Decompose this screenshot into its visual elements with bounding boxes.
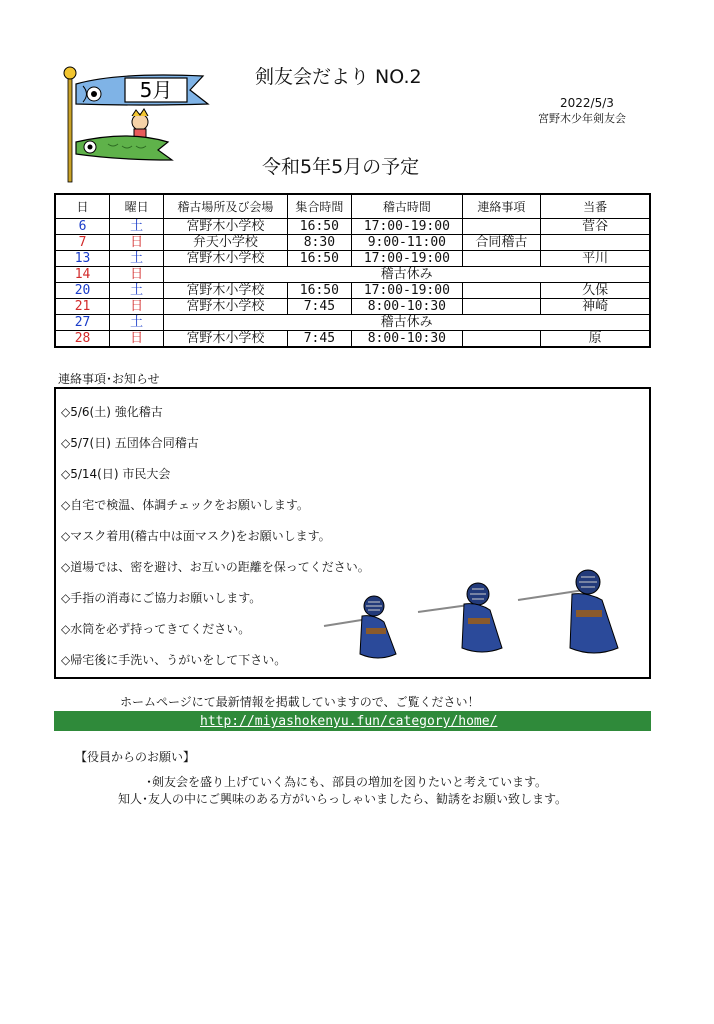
col-header-practice-time: 稽古時間 (352, 194, 463, 219)
schedule-row (55, 251, 650, 267)
cell-weekday: 日 (110, 299, 164, 315)
cell-rest: 稽古休み (164, 267, 650, 283)
schedule-row (55, 331, 650, 348)
cell-place: 宮野木小学校 (164, 331, 287, 348)
cell-weekday: 土 (110, 251, 164, 267)
notice-item: ◇マスク着用(稽古中は面マスク)をお願いします。 (61, 529, 331, 543)
cell-practice-time: 17:00-19:00 (352, 251, 463, 267)
notice-item: ◇自宅で検温、体調チェックをお願いします。 (61, 498, 309, 512)
notice-item: ◇道場では、密を避け、お互いの距離を保ってください。 (61, 560, 370, 574)
kendo-fighter-1-icon (324, 596, 396, 658)
cell-duty: 久保 (541, 283, 650, 299)
col-header-weekday: 曜日 (110, 194, 164, 219)
cell-date: 28 (55, 331, 110, 348)
schedule-row (55, 219, 650, 235)
cell-date: 7 (55, 235, 110, 251)
cell-notes: 合同稽古 (462, 235, 541, 251)
cell-notes (462, 299, 541, 315)
cell-rest: 稽古休み (164, 315, 650, 331)
homepage-notice: ホームページにて最新情報を掲載していますので、ご覧ください！ (120, 695, 480, 709)
cell-place: 宮野木小学校 (164, 283, 287, 299)
kendo-fighter-2-icon (418, 583, 502, 652)
cell-date: 13 (55, 251, 110, 267)
cell-date: 21 (55, 299, 110, 315)
cell-gather-time: 7:45 (287, 331, 351, 348)
cell-date: 27 (55, 315, 110, 331)
cell-gather-time: 16:50 (287, 283, 351, 299)
schedule-row (55, 267, 650, 283)
kendo-fighter-3-icon (518, 570, 618, 653)
cell-practice-time: 17:00-19:00 (352, 283, 463, 299)
cell-gather-time: 7:45 (287, 299, 351, 315)
schedule-row (55, 283, 650, 299)
col-header-duty: 当番 (541, 194, 650, 219)
cell-weekday: 土 (110, 219, 164, 235)
col-header-date: 日 (55, 194, 110, 219)
cell-duty: 神崎 (541, 299, 650, 315)
notice-item: ◇帰宅後に手洗い、うがいをして下さい。 (61, 653, 287, 667)
cell-gather-time: 16:50 (287, 219, 351, 235)
notices-heading: 連絡事項･お知らせ (58, 372, 160, 386)
cell-duty: 原 (541, 331, 650, 348)
col-header-gather-time: 集合時間 (287, 194, 351, 219)
cell-notes (462, 219, 541, 235)
cell-practice-time: 8:00-10:30 (352, 331, 463, 348)
banner-text: 5月 (139, 78, 173, 102)
cell-duty: 平川 (541, 251, 650, 267)
organization-name: 宮野木少年剣友会 (538, 112, 626, 125)
cell-practice-time: 17:00-19:00 (352, 219, 463, 235)
schedule-row (55, 235, 650, 251)
kendo-fighters-illustration (322, 568, 642, 668)
newsletter-title: 剣友会だより NO.2 (255, 66, 422, 88)
schedule-row (55, 299, 650, 315)
schedule-title: 令和5年5月の予定 (262, 156, 420, 178)
notice-item: ◇5/14(日) 市民大会 (61, 467, 171, 481)
issue-date: 2022/5/3 (560, 96, 614, 110)
notice-item: ◇5/6(土) 強化稽古 (61, 405, 163, 419)
cell-weekday: 土 (110, 283, 164, 299)
homepage-link[interactable]: http://miyashokenyu.fun/category/home/ (200, 714, 498, 729)
cell-place: 宮野木小学校 (164, 299, 287, 315)
cell-duty: 菅谷 (541, 219, 650, 235)
notice-item: ◇手指の消毒にご協力お願いします。 (61, 591, 262, 605)
cell-notes (462, 283, 541, 299)
cell-duty (541, 235, 650, 251)
cell-place: 弁天小学校 (164, 235, 287, 251)
cell-notes (462, 251, 541, 267)
cell-gather-time: 8:30 (287, 235, 351, 251)
cell-weekday: 日 (110, 267, 164, 283)
request-heading: 【役員からのお願い】 (75, 750, 196, 764)
schedule-row (55, 315, 650, 331)
cell-date: 20 (55, 283, 110, 299)
request-line-1: ･剣友会を盛り上げていく為にも、部員の増加を図りたいと考えています。 (146, 775, 548, 789)
request-line-2: 知人･友人の中にご興味のある方がいらっしゃいましたら、勧誘をお願い致します。 (118, 792, 568, 806)
cell-practice-time: 8:00-10:30 (352, 299, 463, 315)
cell-place: 宮野木小学校 (164, 251, 287, 267)
col-header-notes: 連絡事項 (462, 194, 541, 219)
cell-date: 6 (55, 219, 110, 235)
col-header-place: 稽古場所及び会場 (164, 194, 287, 219)
cell-weekday: 土 (110, 315, 164, 331)
cell-practice-time: 9:00-11:00 (352, 235, 463, 251)
koinobori-logo (58, 64, 218, 184)
schedule-table (54, 193, 651, 348)
cell-weekday: 日 (110, 331, 164, 348)
cell-notes (462, 331, 541, 348)
notice-item: ◇水筒を必ず持ってきてください。 (61, 622, 251, 636)
schedule-header-row (55, 194, 650, 219)
cell-date: 14 (55, 267, 110, 283)
cell-weekday: 日 (110, 235, 164, 251)
notice-item: ◇5/7(日) 五団体合同稽古 (61, 436, 199, 450)
cell-gather-time: 16:50 (287, 251, 351, 267)
cell-place: 宮野木小学校 (164, 219, 287, 235)
